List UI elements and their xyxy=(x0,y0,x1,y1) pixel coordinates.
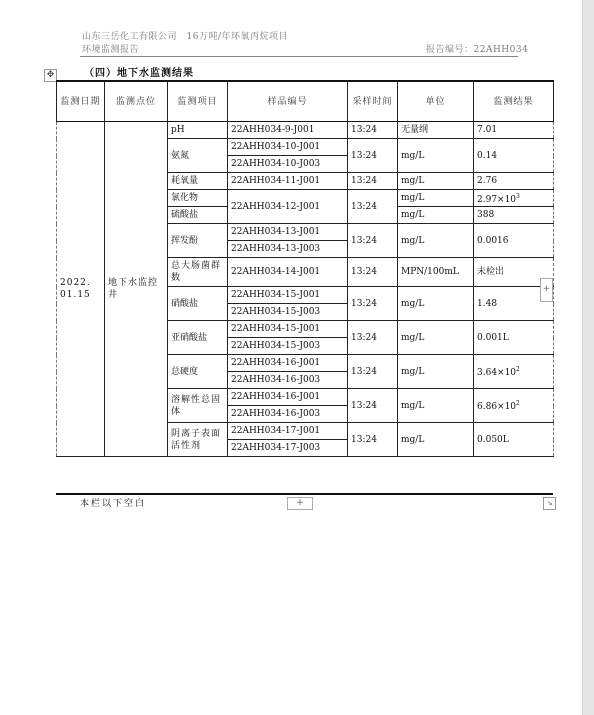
cell-sample[interactable]: 22AHH034-13-J003 xyxy=(228,241,348,258)
result-value: 3.64×10 xyxy=(477,368,517,378)
cell-result[interactable]: 0.0016 xyxy=(474,224,554,258)
cell-time[interactable]: 13:24 xyxy=(348,389,398,423)
cell-result[interactable]: 未检出 xyxy=(474,258,554,287)
cell-unit[interactable]: mg/L xyxy=(398,207,474,224)
col-header-time: 采样时间 xyxy=(348,81,398,122)
cell-sample[interactable]: 22AHH034-9-J001 xyxy=(228,122,348,139)
cell-item[interactable]: 亚硝酸盐 xyxy=(168,321,228,355)
cell-result[interactable]: 7.01 xyxy=(474,122,554,139)
cell-result[interactable] xyxy=(474,190,554,207)
cell-sample[interactable]: 22AHH034-17-J003 xyxy=(228,440,348,457)
vertical-scrollbar[interactable] xyxy=(582,0,594,715)
cell-result[interactable]: 0.001L xyxy=(474,321,554,355)
cell-result[interactable]: 0.050L xyxy=(474,423,554,457)
cell-item[interactable]: 硫酸盐 xyxy=(168,207,228,224)
cell-time[interactable]: 13:24 xyxy=(348,122,398,139)
table-row xyxy=(57,122,554,139)
cell-time[interactable]: 13:24 xyxy=(348,321,398,355)
cell-sample[interactable]: 22AHH034-16-J001 xyxy=(228,389,348,406)
cell-point[interactable]: 地下水监控井 xyxy=(105,122,168,457)
cell-unit[interactable]: mg/L xyxy=(398,423,474,457)
cell-sample[interactable]: 22AHH034-15-J003 xyxy=(228,338,348,355)
cell-item[interactable]: pH xyxy=(168,122,228,139)
add-row-button[interactable]: + xyxy=(287,497,313,510)
cell-sample[interactable]: 22AHH034-14-J001 xyxy=(228,258,348,287)
cell-sample[interactable]: 22AHH034-10-J001 xyxy=(228,139,348,156)
cell-unit[interactable]: mg/L xyxy=(398,139,474,173)
table-bottom-rule xyxy=(56,493,553,495)
cell-item[interactable]: 硝酸盐 xyxy=(168,287,228,321)
col-header-item: 监测项目 xyxy=(168,81,228,122)
cell-unit[interactable]: mg/L xyxy=(398,355,474,389)
cell-sample[interactable]: 22AHH034-10-J003 xyxy=(228,156,348,173)
section-title: （四）地下水监测结果 xyxy=(84,68,194,79)
cell-sample[interactable]: 22AHH034-16-J001 xyxy=(228,355,348,372)
cell-sample[interactable]: 22AHH034-17-J001 xyxy=(228,423,348,440)
header-divider xyxy=(80,56,518,57)
cell-result[interactable]: 388 xyxy=(474,207,554,224)
table-move-icon[interactable]: ✥ xyxy=(44,69,57,82)
col-header-result: 监测结果 xyxy=(474,81,554,122)
cell-item[interactable]: 总硬度 xyxy=(168,355,228,389)
col-header-date: 监测日期 xyxy=(57,81,105,122)
cell-sample[interactable]: 22AHH034-13-J001 xyxy=(228,224,348,241)
cell-sample[interactable]: 22AHH034-15-J001 xyxy=(228,321,348,338)
cell-sample[interactable]: 22AHH034-12-J001 xyxy=(228,190,348,224)
col-header-point: 监测点位 xyxy=(105,81,168,122)
cell-date[interactable]: 2022. 01.15 xyxy=(57,122,105,457)
cell-item[interactable]: 氯化物 xyxy=(168,190,228,207)
cell-item[interactable]: 耗氧量 xyxy=(168,173,228,190)
cell-unit[interactable]: mg/L xyxy=(398,173,474,190)
cell-item[interactable]: 溶解性总固体 xyxy=(168,389,228,423)
result-value: 6.86×10 xyxy=(477,402,517,412)
cell-time[interactable]: 13:24 xyxy=(348,190,398,224)
cell-time[interactable]: 13:24 xyxy=(348,139,398,173)
col-header-unit: 单位 xyxy=(398,81,474,122)
cell-sample[interactable]: 22AHH034-16-J003 xyxy=(228,406,348,423)
add-column-button[interactable]: + xyxy=(540,278,553,302)
header-company-project: 山东三岳化工有限公司 16万吨/年环氧丙烷项目 xyxy=(82,32,288,42)
result-value: 2.97×10 xyxy=(477,194,517,205)
cell-result[interactable]: 2.76 xyxy=(474,173,554,190)
cell-unit[interactable]: 无量纲 xyxy=(398,122,474,139)
cell-unit[interactable]: mg/L xyxy=(398,389,474,423)
cell-time[interactable]: 13:24 xyxy=(348,258,398,287)
cell-result[interactable] xyxy=(474,389,554,423)
blank-below-note: 本栏以下空白 xyxy=(80,499,147,509)
cell-time[interactable]: 13:24 xyxy=(348,173,398,190)
cell-item[interactable]: 阴离子表面活性剂 xyxy=(168,423,228,457)
cell-result[interactable]: 0.14 xyxy=(474,139,554,173)
cell-time[interactable]: 13:24 xyxy=(348,355,398,389)
cell-item[interactable]: 挥发酚 xyxy=(168,224,228,258)
result-exponent: 3 xyxy=(516,192,520,200)
cell-sample[interactable]: 22AHH034-11-J001 xyxy=(228,173,348,190)
cell-item[interactable]: 总大肠菌群数 xyxy=(168,258,228,287)
cell-sample[interactable]: 22AHH034-16-J003 xyxy=(228,372,348,389)
cell-time[interactable]: 13:24 xyxy=(348,287,398,321)
result-exponent: 2 xyxy=(516,400,520,407)
table-resize-icon[interactable]: ↘ xyxy=(543,497,556,510)
cell-sample[interactable]: 22AHH034-15-J003 xyxy=(228,304,348,321)
cell-sample[interactable]: 22AHH034-15-J001 xyxy=(228,287,348,304)
cell-time[interactable]: 13:24 xyxy=(348,423,398,457)
groundwater-results-table xyxy=(56,80,554,457)
cell-unit[interactable]: mg/L xyxy=(398,224,474,258)
header-report-number: 报告编号：22AHH034 xyxy=(426,45,529,55)
cell-unit[interactable]: MPN/100mL xyxy=(398,258,474,287)
header-report-type: 环境监测报告 xyxy=(82,45,140,55)
col-header-sample: 样品编号 xyxy=(228,81,348,122)
cell-unit[interactable]: mg/L xyxy=(398,190,474,207)
cell-unit[interactable]: mg/L xyxy=(398,321,474,355)
cell-time[interactable]: 13:24 xyxy=(348,224,398,258)
cell-result[interactable]: 1.48 xyxy=(474,287,554,321)
table-header-row xyxy=(57,81,554,122)
cell-item[interactable]: 氨氮 xyxy=(168,139,228,173)
cell-unit[interactable]: mg/L xyxy=(398,287,474,321)
cell-result[interactable] xyxy=(474,355,554,389)
result-exponent: 2 xyxy=(516,366,520,373)
